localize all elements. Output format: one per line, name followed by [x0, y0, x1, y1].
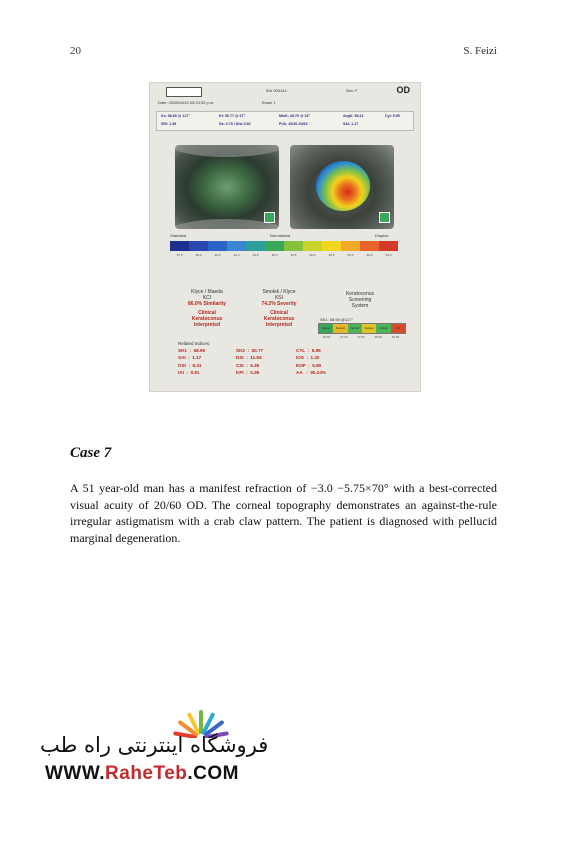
related-indices-col-2: SK2 : 50.77 DSI : 11.84 CSI : 5.35 KPI : 0.39 — [236, 348, 264, 376]
color-scale-value: 39.0 — [195, 253, 202, 257]
patient-sex: Sex: F — [346, 88, 358, 93]
related-indices-col-3: CYL : 5.95 IOS : 1.32 EOP : 5.80 AA : 90.24% — [296, 348, 326, 376]
screening-values — [318, 335, 404, 339]
kss-line-2: Screening — [348, 297, 372, 303]
screening-value: 47.80 — [357, 335, 365, 339]
ksi-result-3: Interpreted — [265, 322, 293, 328]
screening-value: 45.50 — [322, 335, 331, 339]
kss-line-1: Keratoconus — [345, 291, 375, 297]
screening-bar — [318, 323, 406, 334]
sk1-value: SK1: 58.69 @117° — [320, 317, 353, 322]
patient-name-box — [166, 87, 202, 97]
kci-author: Klyce / Maeda — [191, 289, 223, 295]
color-scale-swatch — [170, 241, 189, 251]
eye-photo — [175, 145, 279, 229]
color-scale-swatch — [227, 241, 246, 251]
color-scale-value: 46.5 — [290, 253, 297, 257]
screening-segment: Suspect — [362, 324, 376, 333]
label-standard: Standard — [170, 233, 187, 238]
keratometry-value: AvgK: 55.21 — [343, 114, 364, 118]
color-scale-swatch — [341, 241, 360, 251]
ksi-result-2: Keratoconus — [263, 316, 295, 322]
kss-line-3: System — [351, 303, 369, 309]
screening-segment: Normal — [348, 324, 362, 333]
topography-map — [290, 145, 394, 229]
screening-value: 49.50 — [391, 335, 400, 339]
kci-block — [172, 289, 242, 328]
related-indices-title: Related Indices: — [178, 341, 211, 346]
color-scale-value: 45.0 — [271, 253, 278, 257]
topography-figure — [149, 82, 421, 392]
ksi-block — [244, 289, 314, 328]
color-scale-swatch — [208, 241, 227, 251]
color-scale-values — [170, 253, 398, 257]
keratometry-value: PVA: 20/20-20/63 — [279, 122, 308, 126]
color-scale-swatch — [246, 241, 265, 251]
running-head: S. Feizi — [463, 45, 497, 57]
kss-block — [320, 291, 400, 309]
related-indices-col-1: SK1 : 58.69 SAI : 1.17 OSI : 8.31 IAI : 0.81 — [178, 348, 206, 376]
color-scale-value: 52.5 — [366, 253, 373, 257]
keratometry-value: Ks: 58.69 @ 117° — [161, 114, 190, 118]
color-scale-value: 49.5 — [328, 253, 335, 257]
color-scale-swatch — [303, 241, 322, 251]
store-name-arabic: فروشگاه اینترنتی راه طب — [40, 733, 269, 757]
keratometry-value: Cyl: 5.95 — [385, 114, 400, 118]
page-number: 20 — [70, 45, 81, 57]
screening-segment: Normal — [319, 324, 333, 333]
exam-date: Date: 2008/04/20 09:24:33 p.m. — [158, 100, 215, 105]
color-scale-value: 42.0 — [233, 253, 240, 257]
color-scale-value: 40.5 — [214, 253, 221, 257]
patient-id: ID# 005144 — [266, 88, 287, 93]
color-scale-swatch — [284, 241, 303, 251]
color-scale-swatch — [265, 241, 284, 251]
kci-result-2: Keratoconus — [191, 316, 223, 322]
eye-label: OD — [396, 85, 410, 95]
screening-segment: KC — [391, 324, 405, 333]
color-scale-swatch — [322, 241, 341, 251]
color-scale-swatch — [189, 241, 208, 251]
kci-result-3: Interpreted — [193, 322, 221, 328]
grid-icon — [264, 212, 275, 223]
exam-number: Exam 1 — [262, 100, 276, 105]
color-scale-value: 48.0 — [309, 253, 316, 257]
keratometry-value: SAI: 1.17 — [343, 122, 359, 126]
label-dioptric: Dioptric — [375, 233, 389, 238]
ksi-author: Smolek / Klyce — [262, 289, 296, 295]
url-brand: RaheTeb — [105, 763, 188, 784]
ksi-severity: 74.2% Severity — [261, 301, 297, 307]
figure-header — [156, 85, 414, 101]
case-title: Case 7 — [70, 445, 112, 461]
keratometry-value: Kf: 50.77 @ 27° — [219, 114, 245, 118]
screening-segment: Normal — [376, 324, 390, 333]
screening-segment: Suspect — [333, 324, 347, 333]
color-scale-value: 37.5 — [176, 253, 183, 257]
kci-result-1: Clinical — [198, 310, 216, 316]
color-scale-swatch — [379, 241, 398, 251]
ksi-title: KSI — [274, 295, 284, 301]
keratometry-bar — [156, 111, 414, 131]
color-scale — [170, 241, 398, 251]
case-body: A 51 year-old man has a manifest refraction of −3.0 −5.75×70° with a best-corrected visual acuity of 20/60 OD. The corneal topography demonstrates an against-the-rule irregular astigmatism with a crab claw pattern. The patient is diagnosed with pellucid marginal degeneration. — [70, 481, 497, 545]
upper-lid — [175, 145, 279, 157]
color-scale-value: 51.0 — [347, 253, 354, 257]
color-scale-value: 54.0 — [385, 253, 392, 257]
keratometry-value: MinK: 49.70 @ 24° — [279, 114, 310, 118]
kci-similarity: 86.0% Similarity — [187, 301, 227, 307]
screening-value: 47.00 — [340, 335, 348, 339]
label-normalized: Normalized — [270, 233, 291, 238]
kci-title: KCI — [202, 295, 212, 301]
keratometry-value: SRI: 1.39 — [161, 122, 177, 126]
keratometry-value: Dk: 0.79 / Dist 5.60 — [219, 122, 251, 126]
url-prefix: WWW. — [45, 763, 106, 784]
ksi-result-1: Clinical — [270, 310, 288, 316]
grid-icon — [379, 212, 390, 223]
url-suffix: .COM — [187, 763, 239, 784]
store-url[interactable] — [45, 763, 239, 785]
topography-color-map — [316, 161, 370, 211]
color-scale-value: 43.5 — [252, 253, 259, 257]
color-scale-swatch — [360, 241, 379, 251]
screening-value: 48.50 — [374, 335, 382, 339]
